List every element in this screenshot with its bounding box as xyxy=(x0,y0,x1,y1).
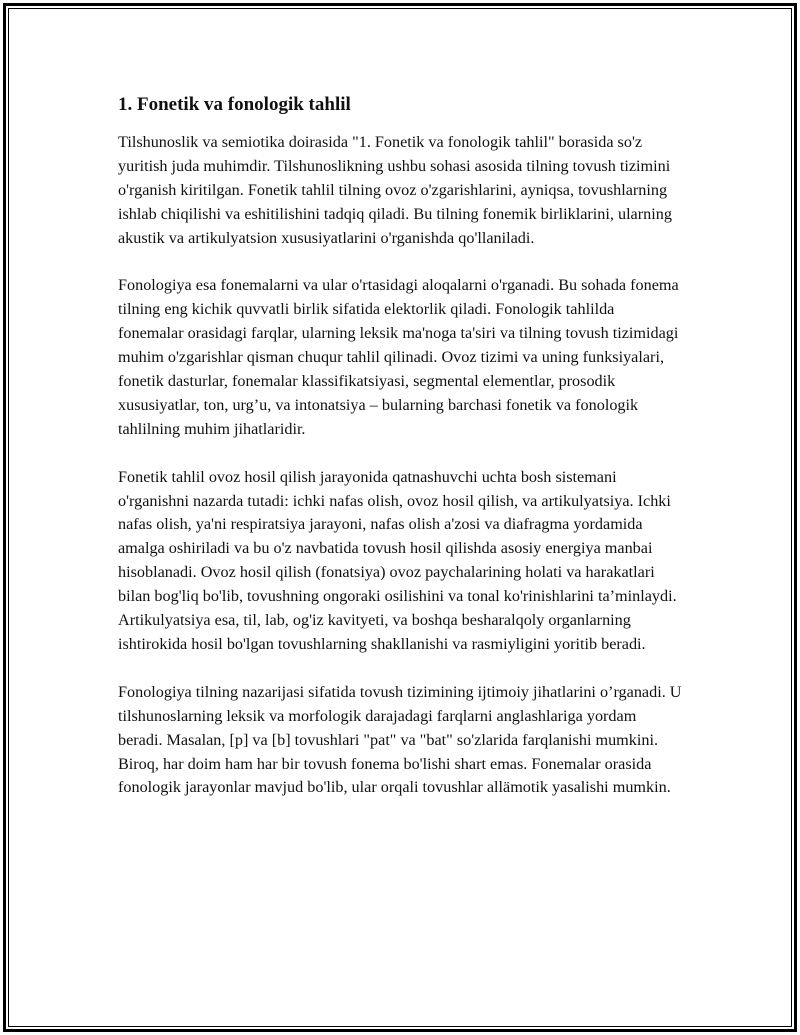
paragraph-3: Fonetik tahlil ovoz hosil qilish jarayonida qatnashuvchi uchta bosh sistemani o'rganishni nazarda tutadi: ichki nafas olish, ovoz hosil qilish, va artikulyatsiya. Ichki nafas olish, ya'ni respiratsiya jarayoni, nafas olish a'zosi va diafragma yordamida amalga oshiriladi va bu o'z navbatida tovush hosil qilishda asosiy energiya manbai hisoblanadi. Ovoz hosil qilish (fonatsiya) ovoz paychalarining holati va harakatlari bilan bog'liq bo'lib, tovushning ongoraki osilishini va tonal ko'rinishlarini ta’minlaydi. Artikulyatsiya esa, til, lab, og'iz kavityeti, va boshqa besharalqoly organlarning ishtirokida hosil bo'lgan tovushlarning shakllanishi va rasmiyligini yoritib beradi. xyxy=(118,467,677,653)
section-heading: 1. Fonetik va fonologik tahlil xyxy=(118,94,351,115)
paragraph-4: Fonologiya tilning nazarijasi sifatida tovush tizimining ijtimoiy jihatlarini o’rganadi. U tilshunoslarning leksik va morfologik darajadagi farqlarni anglashlariga yordam beradi. Masalan, [p] va [b] tovushlari "pat" va "bat" so'zlarida farqlanishi mumkini. Biroq, har doim ham har bir tovush fonema bo'lishi shart emas. Fonemalar orasida fonologik jarayonlar mavjud bo'lib, ular orqali tovushlar allämotik yasalishi mumkin. xyxy=(118,682,682,797)
document-body xyxy=(118,92,683,824)
paragraph-2: Fonologiya esa fonemalarni va ular o'rtasidagi aloqalarni o'rganadi. Bu sohada fonema tilning eng kichik quvvatli birlik sifatida elektorlik qiladi. Fonologik tahlilda fonemalar orasidagi farqlar, ularning leksik ma'noga ta'siri va tilning tovush tizimidagi muhim o'zgarishlar qisman chuqur tahlil qilinadi. Ovoz tizimi va uning funksiyalari, fonetik dasturlar, fonemalar klassifikatsiyasi, segmental elementlar, prosodik xususiyatlar, ton, urg’u, va intonatsiya – bularning barchasi fonetik va fonologik tahlilning muhim jihatlaridir. xyxy=(118,276,679,438)
paragraph-1: Tilshunoslik va semiotika doirasida "1. Fonetik va fonologik tahlil" borasida so'z yuritish juda muhimdir. Tilshunoslikning ushbu sohasi asosida tilning tovush tizimini o'rganish kiritilgan. Fonetik tahlil tilning ovoz o'zgarishlarini, ayniqsa, tovushlarning ishlab chiqilishi va eshitilishini tadqiq qiladi. Bu tilning fonemik birliklarini, ularning akustik va artikulyatsion xususiyatlarini o'rganishda qo'llaniladi. xyxy=(118,133,672,247)
